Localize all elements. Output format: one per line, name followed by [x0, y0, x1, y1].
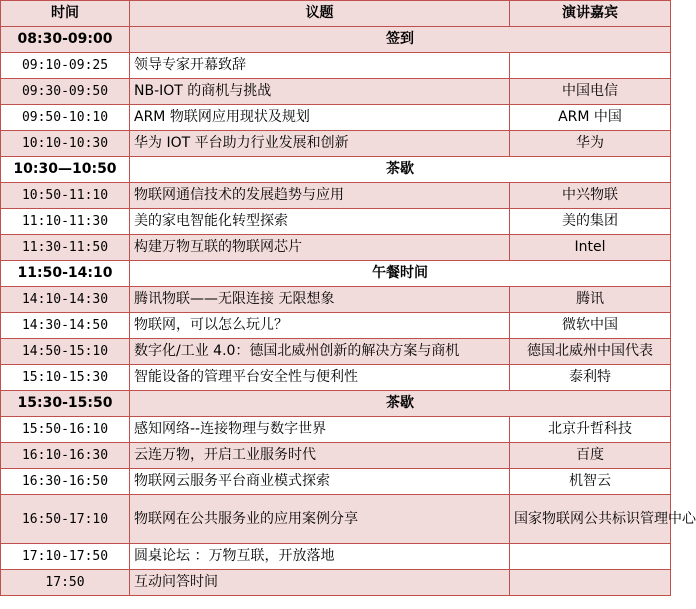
break-row: [1, 391, 671, 417]
session-time: 09:50-10:10: [1, 105, 130, 131]
session-topic: 物联网在公共服务业的应用案例分享: [130, 495, 510, 544]
session-row: [1, 79, 671, 105]
session-speaker: Intel: [510, 235, 671, 261]
session-row: [1, 131, 671, 157]
header-row: [1, 1, 671, 27]
session-speaker: ARM 中国: [510, 105, 671, 131]
session-topic: 领导专家开幕致辞: [130, 53, 510, 79]
header-speaker: 演讲嘉宾: [510, 1, 671, 27]
session-speaker: 中国电信: [510, 79, 671, 105]
session-speaker: 美的集团: [510, 209, 671, 235]
break-time: 15:30-15:50: [1, 391, 130, 417]
session-speaker: [510, 570, 671, 596]
break-label: 茶歇: [130, 391, 671, 417]
session-time: 15:10-15:30: [1, 365, 130, 391]
session-row: [1, 183, 671, 209]
session-row: [1, 313, 671, 339]
session-speaker: 腾讯: [510, 287, 671, 313]
break-label: 茶歇: [130, 157, 671, 183]
session-speaker: 百度: [510, 443, 671, 469]
session-speaker: 中兴物联: [510, 183, 671, 209]
session-topic: 云连万物，开启工业服务时代: [130, 443, 510, 469]
header-time: 时间: [1, 1, 130, 27]
session-time: 16:30-16:50: [1, 469, 130, 495]
session-row: [1, 235, 671, 261]
session-topic: 腾讯物联——无限连接 无限想象: [130, 287, 510, 313]
session-row: [1, 339, 671, 365]
session-speaker: 微软中国: [510, 313, 671, 339]
break-label: 签到: [130, 27, 671, 53]
session-row: [1, 443, 671, 469]
session-time: 16:10-16:30: [1, 443, 130, 469]
session-topic: 构建万物互联的物联网芯片: [130, 235, 510, 261]
session-topic: 感知网络--连接物理与数字世界: [130, 417, 510, 443]
session-speaker: 德国北威州中国代表: [510, 339, 671, 365]
session-speaker: 国家物联网公共标识管理中心: [510, 495, 671, 544]
session-row: [1, 105, 671, 131]
session-topic: ARM 物联网应用现状及规划: [130, 105, 510, 131]
session-time: 15:50-16:10: [1, 417, 130, 443]
session-topic: 数字化/工业 4.0：德国北威州创新的解决方案与商机: [130, 339, 510, 365]
break-time: 10:30—10:50: [1, 157, 130, 183]
session-row: [1, 287, 671, 313]
session-time: 16:50-17:10: [1, 495, 130, 544]
session-time: 14:10-14:30: [1, 287, 130, 313]
session-speaker: 机智云: [510, 469, 671, 495]
session-topic: NB-IOT 的商机与挑战: [130, 79, 510, 105]
session-topic: 华为 IOT 平台助力行业发展和创新: [130, 131, 510, 157]
session-topic: 美的家电智能化转型探索: [130, 209, 510, 235]
session-topic: 互动问答时间: [130, 570, 510, 596]
session-time: 14:50-15:10: [1, 339, 130, 365]
session-time: 09:10-09:25: [1, 53, 130, 79]
session-row: [1, 570, 671, 596]
session-row: [1, 209, 671, 235]
break-row: [1, 261, 671, 287]
session-time: 17:50: [1, 570, 130, 596]
session-time: 11:10-11:30: [1, 209, 130, 235]
session-speaker: 北京升哲科技: [510, 417, 671, 443]
session-row: [1, 469, 671, 495]
session-row: [1, 365, 671, 391]
session-topic: 智能设备的管理平台安全性与便利性: [130, 365, 510, 391]
session-speaker: 泰利特: [510, 365, 671, 391]
session-topic: 圆桌论坛 ：万物互联，开放落地: [130, 544, 510, 570]
break-time: 11:50-14:10: [1, 261, 130, 287]
session-topic: 物联网，可以怎么玩儿？: [130, 313, 510, 339]
session-row: [1, 417, 671, 443]
session-time: 10:10-10:30: [1, 131, 130, 157]
session-speaker: [510, 544, 671, 570]
session-speaker: 华为: [510, 131, 671, 157]
session-speaker: [510, 53, 671, 79]
session-row: [1, 53, 671, 79]
break-label: 午餐时间: [130, 261, 671, 287]
break-row: [1, 157, 671, 183]
session-time: 17:10-17:50: [1, 544, 130, 570]
session-time: 14:30-14:50: [1, 313, 130, 339]
header-topic: 议题: [130, 1, 510, 27]
session-row: [1, 495, 671, 544]
session-time: 09:30-09:50: [1, 79, 130, 105]
session-row: [1, 544, 671, 570]
session-time: 11:30-11:50: [1, 235, 130, 261]
break-row: [1, 27, 671, 53]
session-topic: 物联网云服务平台商业模式探索: [130, 469, 510, 495]
session-topic: 物联网通信技术的发展趋势与应用: [130, 183, 510, 209]
break-time: 08:30-09:00: [1, 27, 130, 53]
session-time: 10:50-11:10: [1, 183, 130, 209]
